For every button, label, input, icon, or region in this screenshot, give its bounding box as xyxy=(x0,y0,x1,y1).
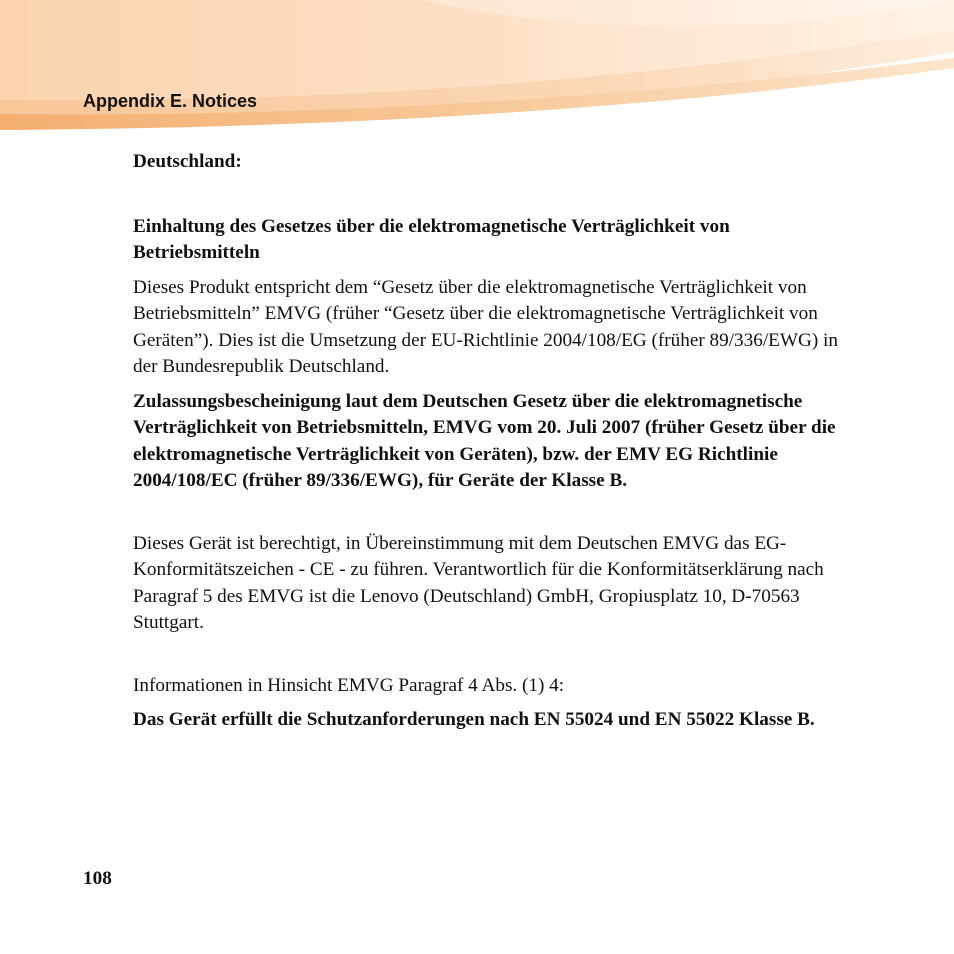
section-label: Appendix E. Notices xyxy=(83,91,258,111)
page-number: 108 xyxy=(83,868,112,889)
emvg-info-line: Informationen in Hinsicht EMVG Paragraf 4 Abs. (1) 4: xyxy=(133,674,565,696)
emc-law-heading: Einhaltung des Gesetzes über die elektromagnetische Verträglichkeit von Betriebsmitteln xyxy=(133,215,730,263)
ce-marking-paragraph: Dieses Gerät ist berechtigt, in Übereinstimmung mit dem Deutschen EMVG das EG-Konformitätszeichen - CE - zu führen. Verantwortlich für die Konformitätserklärung nach Paragraf 5 des EMVG ist die Lenovo (Deutschland) GmbH, Gropiusplatz 10, D-70563 Stuttgart. xyxy=(133,532,824,633)
country-heading: Deutschland: xyxy=(133,151,242,172)
compliance-statement: Das Gerät erfüllt die Schutzanforderungen nach EN 55024 und EN 55022 Klasse B. xyxy=(133,709,815,730)
emc-law-paragraph: Dieses Produkt entspricht dem “Gesetz über die elektromagnetische Verträglichkeit von Betriebsmitteln” EMVG (früher “Gesetz über die elektromagnetische Verträglichkeit von Geräten”). Dies ist die Umsetzung der EU-Richtlinie 2004/108/EG (früher 89/336/EWG) in der Bundesrepublik Deutschland. xyxy=(133,276,838,377)
document-body xyxy=(133,149,848,734)
certification-paragraph: Zulassungsbescheinigung laut dem Deutschen Gesetz über die elektromagnetische Verträglichkeit von Betriebsmitteln, EMVG vom 20. Juli 2007 (früher Gesetz über die elektromagnetische Verträglichkeit von Geräten), bzw. der EMV EG Richtlinie 2004/108/EC (früher 89/336/EWG), für Geräte der Klasse B. xyxy=(133,390,836,491)
header-decorative-band xyxy=(0,0,954,135)
